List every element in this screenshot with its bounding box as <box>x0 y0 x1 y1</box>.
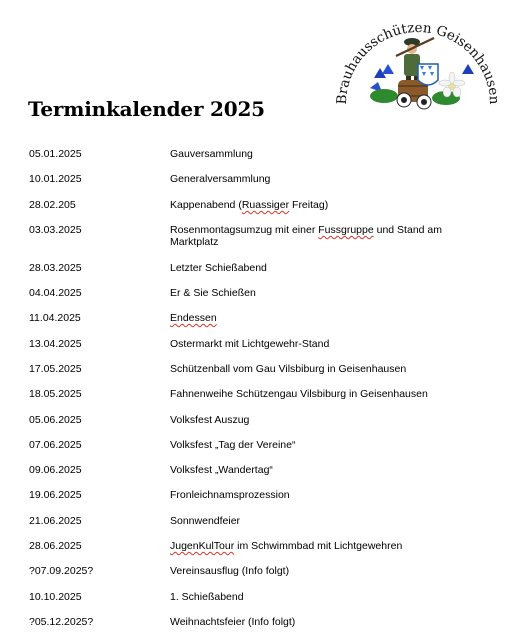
event-description: Vereinsausflug (Info folgt) <box>170 565 290 577</box>
event-date: 18.05.2025 <box>29 388 82 400</box>
event-description: Fronleichnamsprozession <box>170 489 290 501</box>
event-date: 10.01.2025 <box>29 173 82 185</box>
event-description <box>170 312 470 324</box>
event-date: 21.06.2025 <box>29 515 82 527</box>
event-date: ?07.09.2025? <box>29 565 94 577</box>
spellcheck-flagged-word: Ruassiger <box>241 199 290 211</box>
event-description: Volksfest „Tag der Vereine“ <box>170 439 296 451</box>
event-date: 07.06.2025 <box>29 439 82 451</box>
event-description: Ostermarkt mit Lichtgewehr-Stand <box>170 338 330 350</box>
page-title: Terminkalender 2025 <box>28 97 265 121</box>
event-description: Er & Sie Schießen <box>170 287 256 299</box>
event-date: 28.06.2025 <box>29 540 82 552</box>
event-description: Rosenmontagsumzug mit einer Fussgruppe und Stand am Marktplatz <box>170 224 442 248</box>
club-emblem-icon <box>334 4 502 114</box>
event-description: Volksfest Auszug <box>170 414 250 426</box>
event-date: 05.01.2025 <box>29 148 82 160</box>
event-description: Weihnachtsfeier (Info folgt) <box>170 616 296 628</box>
spellcheck-flagged-word: Endessen <box>170 312 217 324</box>
event-date: 17.05.2025 <box>29 363 82 375</box>
event-date: 10.10.2025 <box>29 591 82 603</box>
event-description: Generalversammlung <box>170 173 271 185</box>
event-date: 03.03.2025 <box>29 224 82 236</box>
club-logo <box>334 4 502 114</box>
event-date: 13.04.2025 <box>29 338 82 350</box>
event-date: 28.03.2025 <box>29 262 82 274</box>
event-date: 09.06.2025 <box>29 464 82 476</box>
event-description: 1. Schießabend <box>170 591 244 603</box>
event-date: 04.04.2025 <box>29 287 82 299</box>
event-description: Letzter Schießabend <box>170 262 267 274</box>
event-date: 11.04.2025 <box>29 312 81 324</box>
event-description: Schützenball vom Gau Vilsbiburg in Geisenhausen <box>170 363 407 375</box>
event-date: ?05.12.2025? <box>29 616 94 628</box>
event-description: Sonnwendfeier <box>170 515 241 527</box>
event-description: Kappenabend (Ruassiger Freitag) <box>170 199 329 211</box>
event-date: 28.02.205 <box>29 199 76 211</box>
event-date: 19.06.2025 <box>29 489 82 501</box>
logo-arc-text: Brauhausschützen Geisenhausen <box>334 19 502 105</box>
event-description: JugenKulTour im Schwimmbad mit Lichtgewehren <box>170 540 403 552</box>
event-description: Gauversammlung <box>170 148 253 160</box>
spellcheck-flagged-word: JugenKulTour <box>170 540 235 552</box>
spellcheck-flagged-word: Fussgruppe <box>318 224 374 236</box>
event-date: 05.06.2025 <box>29 414 82 426</box>
event-description: Volksfest „Wandertag“ <box>170 464 273 476</box>
event-description: Fahnenweihe Schützengau Vilsbiburg in Geisenhausen <box>170 388 428 400</box>
